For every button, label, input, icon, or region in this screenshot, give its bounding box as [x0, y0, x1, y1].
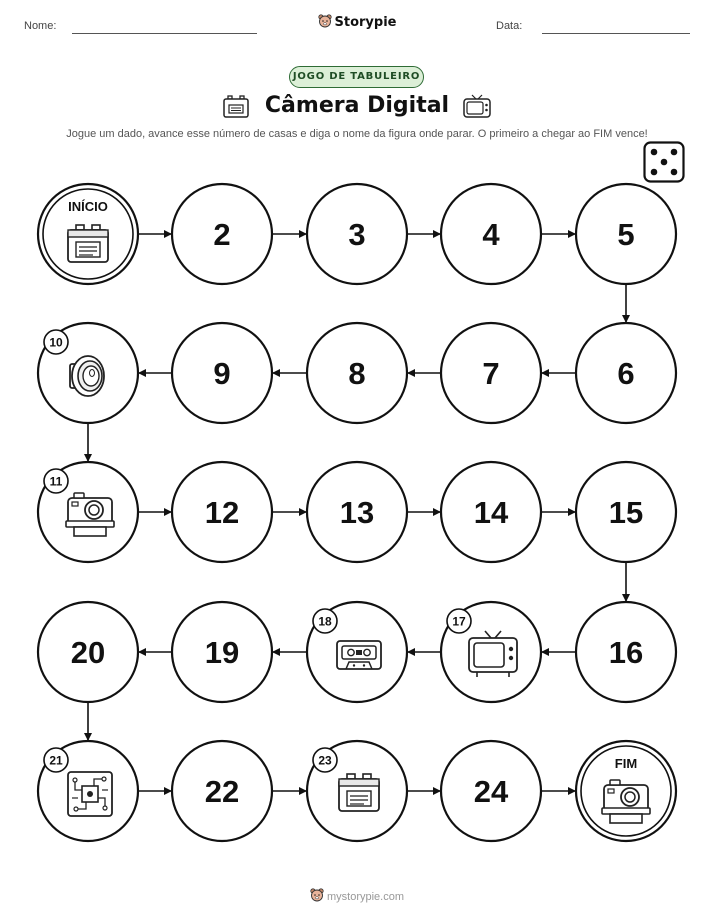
board-space-25[interactable] [576, 741, 676, 841]
bear-icon [310, 888, 324, 903]
date-label: Data: [496, 20, 523, 32]
board-space-12[interactable] [172, 462, 272, 562]
circuit-chip-icon [68, 772, 112, 816]
battery-icon [339, 774, 379, 811]
space-number: 24 [473, 774, 509, 809]
board-space-1[interactable] [38, 184, 138, 284]
space-number: 16 [608, 635, 644, 670]
cassette-icon [337, 641, 381, 669]
board-space-24[interactable] [441, 741, 541, 841]
space-number: 8 [348, 356, 366, 391]
name-label: Nome: [24, 20, 57, 32]
space-number-badge: 23 [318, 753, 332, 768]
board-space-3[interactable] [307, 184, 407, 284]
instructions-text: Jogue um dado, avance esse número de casas e diga o nome da figura onde parar. O primeiro a chegar ao FIM vence! [66, 128, 648, 140]
space-number: 9 [213, 356, 231, 391]
space-number-badge: 18 [318, 614, 332, 629]
space-number: 14 [473, 495, 509, 530]
board-space-23[interactable] [307, 741, 407, 841]
board-space-19[interactable] [172, 602, 272, 702]
footer-url: mystorypie.com [326, 891, 405, 903]
board-space-15[interactable] [576, 462, 676, 562]
board-space-6[interactable] [576, 323, 676, 423]
board-space-16[interactable] [576, 602, 676, 702]
end-label: FIM [614, 756, 638, 771]
page-title: Câmera Digital [264, 93, 450, 118]
space-number: 2 [213, 217, 231, 252]
space-number: 15 [608, 495, 644, 530]
game-badge: JOGO DE TABULEIRO [289, 66, 424, 88]
space-number: 20 [70, 635, 106, 670]
footer [0, 888, 714, 903]
board-space-2[interactable] [172, 184, 272, 284]
board-space-14[interactable] [441, 462, 541, 562]
board-space-18[interactable] [307, 602, 407, 702]
space-number: 22 [204, 774, 240, 809]
board-space-22[interactable] [172, 741, 272, 841]
board-space-4[interactable] [441, 184, 541, 284]
space-number: 5 [617, 217, 635, 252]
board-space-21[interactable] [38, 741, 138, 841]
tv-icon [469, 631, 517, 677]
instant-camera-icon [602, 780, 650, 823]
space-number-badge: 11 [49, 474, 63, 489]
brand-name: Storypie [334, 15, 397, 30]
start-label: INÍCIO [68, 199, 108, 214]
board-space-13[interactable] [307, 462, 407, 562]
space-number: 6 [617, 356, 635, 391]
space-number: 13 [339, 495, 375, 530]
space-number-badge: 17 [452, 614, 466, 629]
board-space-20[interactable] [38, 602, 138, 702]
space-number: 7 [482, 356, 500, 391]
space-number-badge: 10 [49, 335, 63, 350]
board-space-17[interactable] [441, 602, 541, 702]
space-number: 4 [482, 217, 500, 252]
space-number: 3 [348, 217, 366, 252]
space-number: 12 [204, 495, 240, 530]
board-space-8[interactable] [307, 323, 407, 423]
battery-icon [68, 225, 108, 262]
space-number: 19 [204, 635, 240, 670]
board-space-7[interactable] [441, 323, 541, 423]
board-space-10[interactable] [38, 323, 138, 423]
board-space-5[interactable] [576, 184, 676, 284]
space-number-badge: 21 [49, 753, 63, 768]
board-space-9[interactable] [172, 323, 272, 423]
board-space-11[interactable] [38, 462, 138, 562]
